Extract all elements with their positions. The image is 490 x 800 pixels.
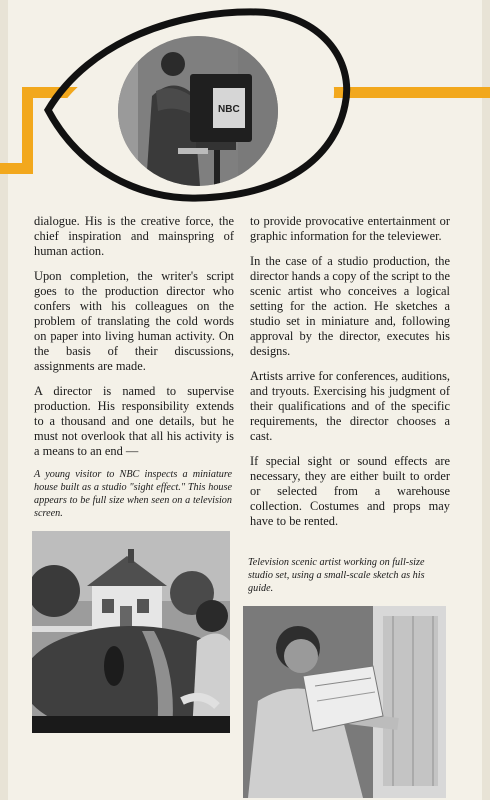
paragraph: to provide provocative entertainment or graphic information for the televiewer. (250, 214, 450, 243)
left-text-column (34, 214, 234, 469)
miniature-house-photo (32, 531, 230, 733)
scenic-artist-photo (243, 606, 446, 798)
paragraph: A director is named to supervise production. His responsibility extends to a thousand and one details, but he must not overlook that all his activity is a means to an end — (34, 384, 234, 458)
artist-photo-caption: Television scenic artist working on full-size studio set, using a small-scale sketch as his guide. (248, 557, 425, 594)
paragraph: If special sight or sound effects are necessary, they are either built to order or selected from a warehouse collection. Costumes and props may have to be rented. (250, 454, 450, 528)
camera-operator-photo (118, 36, 278, 186)
paragraph: dialogue. His is the creative force, the chief inspiration and mainspring of human action. (34, 214, 234, 258)
paragraph: Artists arrive for conferences, auditions, and tryouts. Exercising his judgment of their qualifications and of the specific requirements, the director chooses a cast. (250, 369, 450, 443)
paragraph: In the case of a studio production, the director hands a copy of the script to the scenic artist who conceives a logical setting for the action. He sketches a studio set in miniature and, following approval by the director, executes his designs. (250, 254, 450, 358)
right-text-column (250, 214, 450, 539)
house-photo-caption: A young visitor to NBC inspects a miniature house built as a studio "sight effect." This house appears to be full size when seen on a television screen. (34, 469, 232, 519)
camera-nbc-label: NBC (218, 104, 240, 115)
paragraph: Upon completion, the writer's script goes to the production director who confers with his colleagues on the problem of translating the cold words on paper into living human activity. On the basis of their discussions, assignments are made. (34, 269, 234, 373)
